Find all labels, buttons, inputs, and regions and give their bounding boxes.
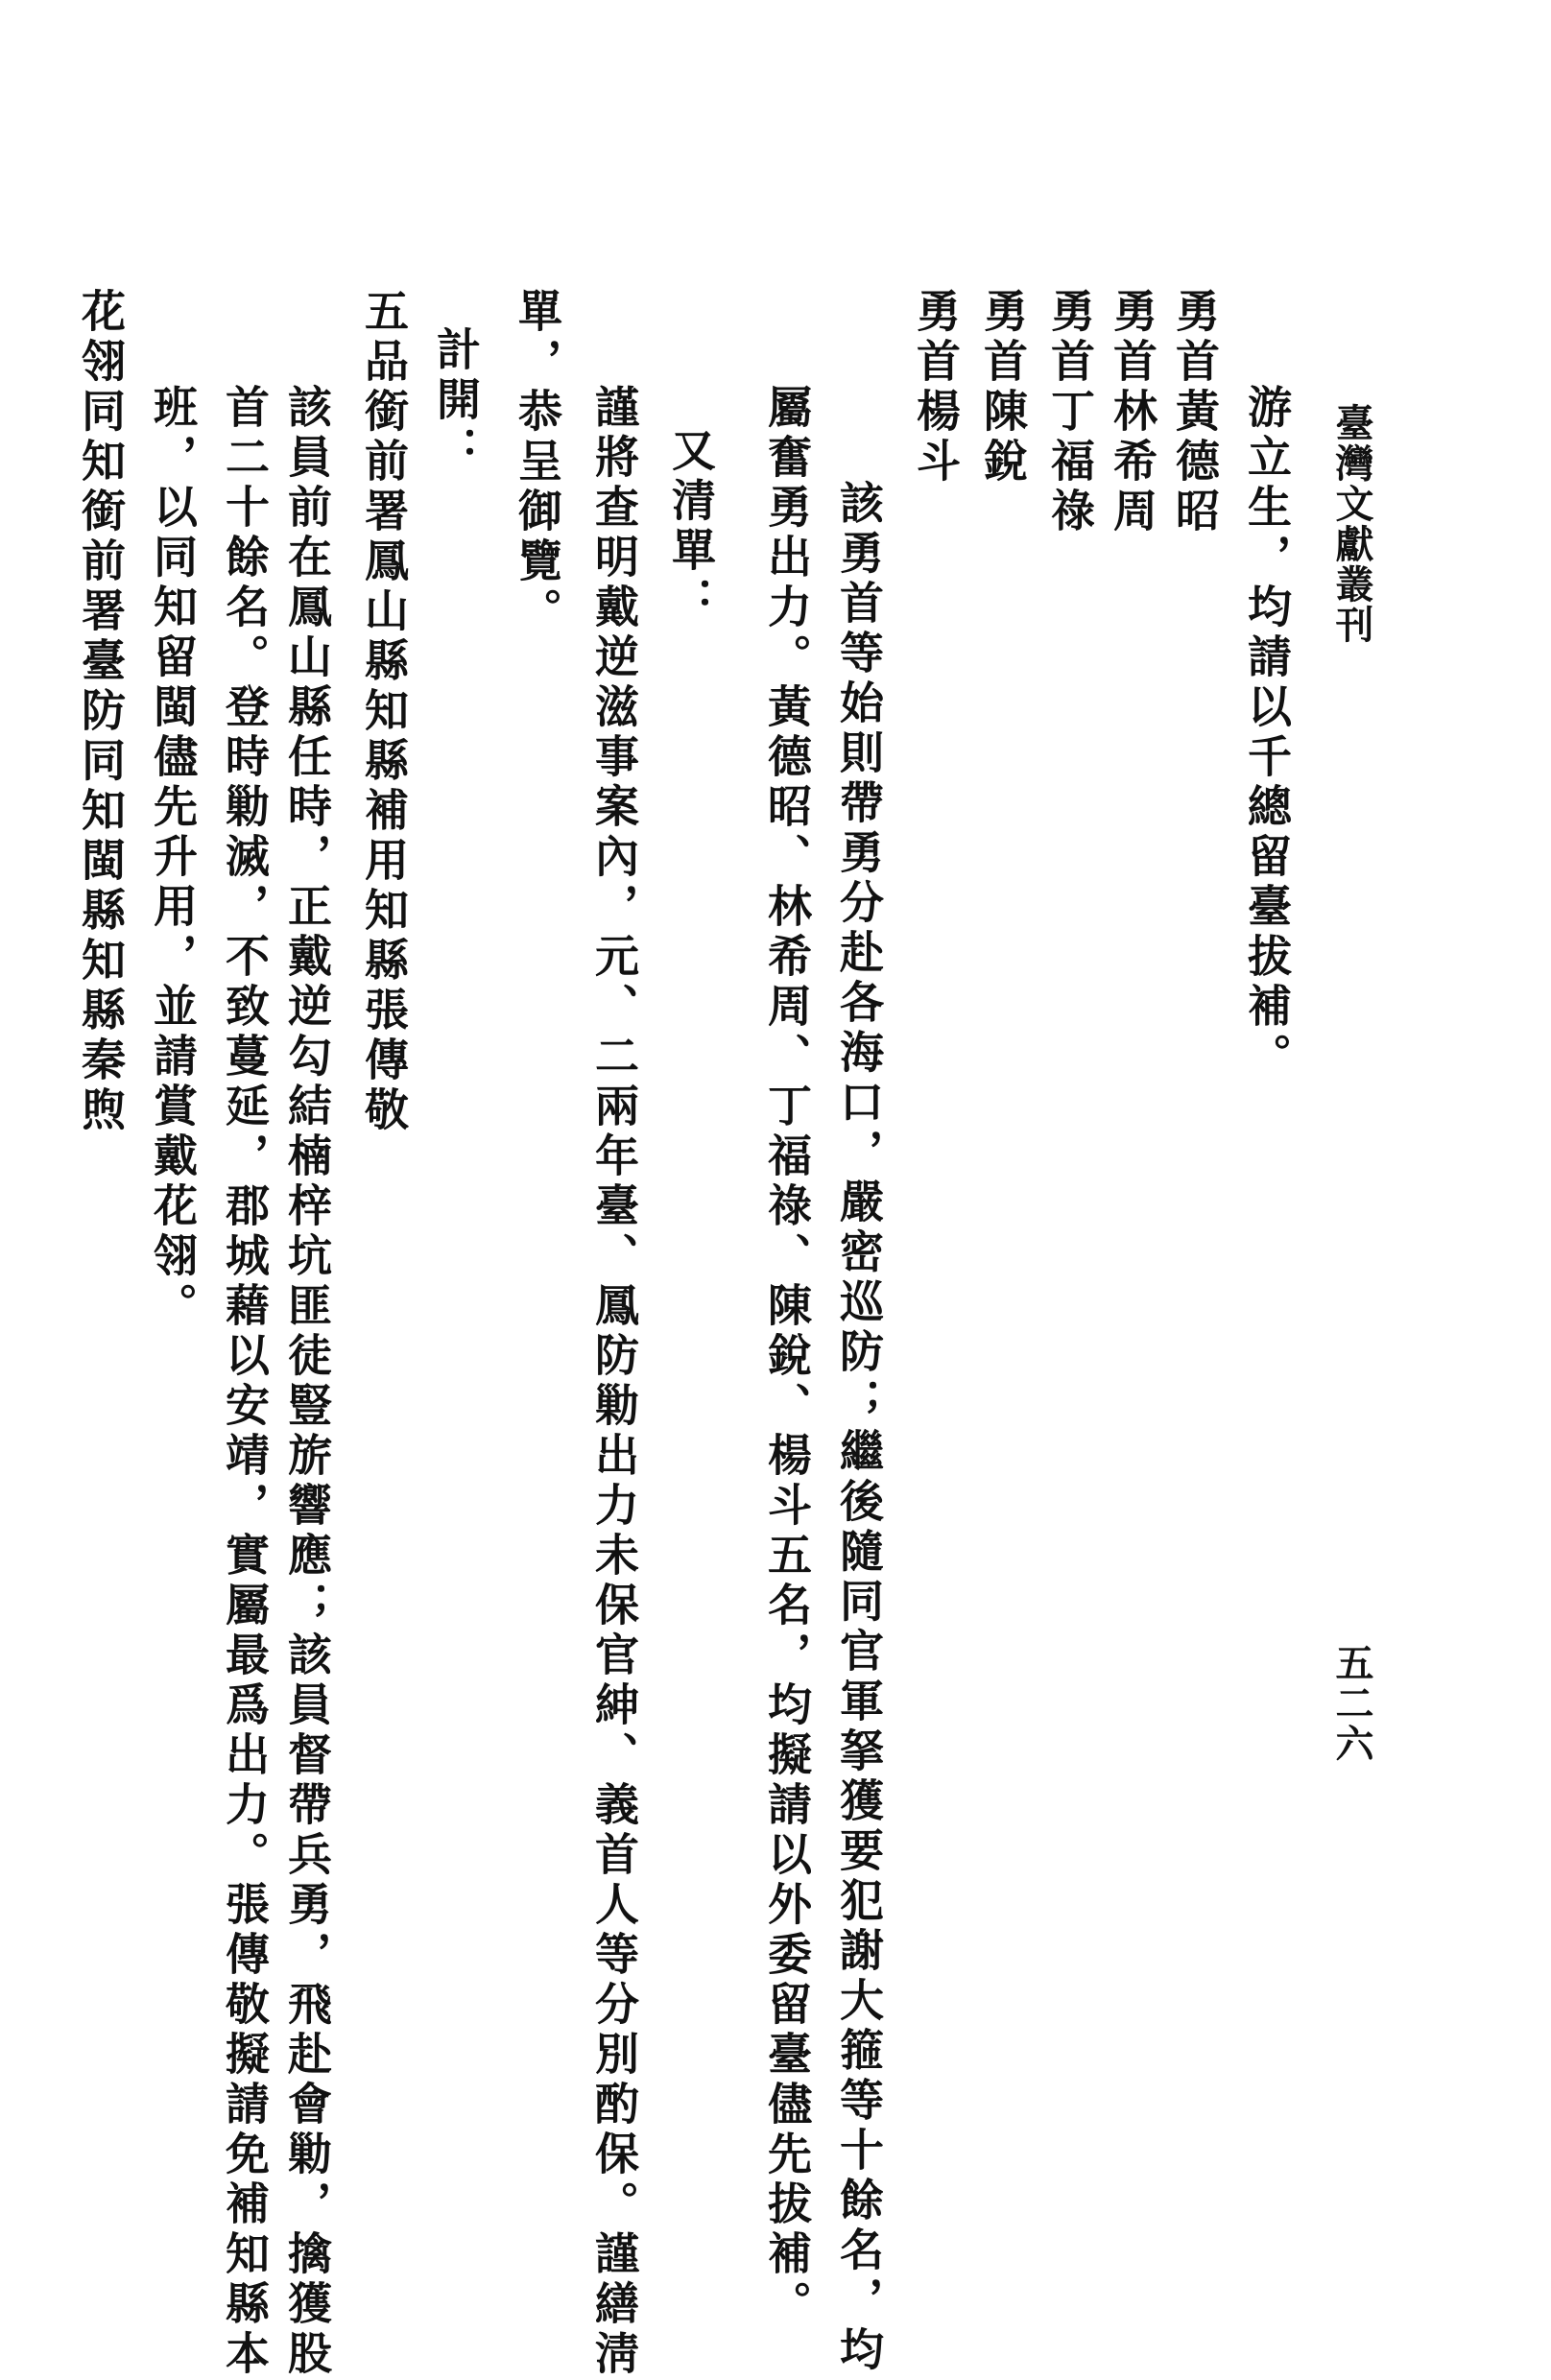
text-column-5: 勇首陳銳 <box>977 288 1029 488</box>
text-column-10: 謹將查明戴逆滋事案內，元、二兩年臺、鳳防勦出力未保官紳、義首人等分別酌保。謹繕淸 <box>588 384 640 2380</box>
text-column-2: 勇首黃德昭 <box>1169 288 1221 537</box>
text-column-4: 勇首丁福祿 <box>1044 288 1096 537</box>
text-column-12: 計開： <box>430 326 482 476</box>
section-heading-qingdan: 又清單： <box>665 427 717 627</box>
text-column-16: 班，以同知留閩儘先升用，並請賞戴花翎。 <box>147 384 199 1332</box>
text-column-6: 勇首楊斗 <box>910 288 962 488</box>
text-column-8: 屬奮勇出力。黃德昭、林希周、丁福祿、陳銳、楊斗五名，均擬請以外委留臺儘先拔補。 <box>761 384 813 2330</box>
text-column-7: 該勇首等始則帶勇分赴各海口，嚴密巡防；繼後隨同官軍拏獲要犯謝大箍等十餘名，均 <box>833 480 885 2376</box>
text-column-17: 花翎同知銜前署臺防同知閩縣知縣秦煦 <box>75 288 127 1136</box>
text-column-14: 該員前在鳳山縣任時，正戴逆勾結楠梓坑匪徒豎旂響應；該員督帶兵勇，飛赴會勦，擒獲股 <box>281 384 333 2380</box>
book-title: 臺灣文獻叢刊 <box>1329 403 1374 645</box>
text-column-15: 首二十餘名。登時勦滅，不致蔓延，郡城藉以安靖，實屬最爲出力。張傳敬擬請免補知縣本 <box>219 384 271 2380</box>
text-column-1: 游立生，均請以千總留臺拔補。 <box>1241 384 1293 1083</box>
page-number: 五二六 <box>1329 1643 1374 1764</box>
text-column-11: 單，恭呈御覽。 <box>512 288 563 637</box>
text-column-13: 五品銜前署鳳山縣知縣補用知縣張傳敬 <box>358 288 410 1136</box>
text-column-3: 勇首林希周 <box>1107 288 1158 537</box>
